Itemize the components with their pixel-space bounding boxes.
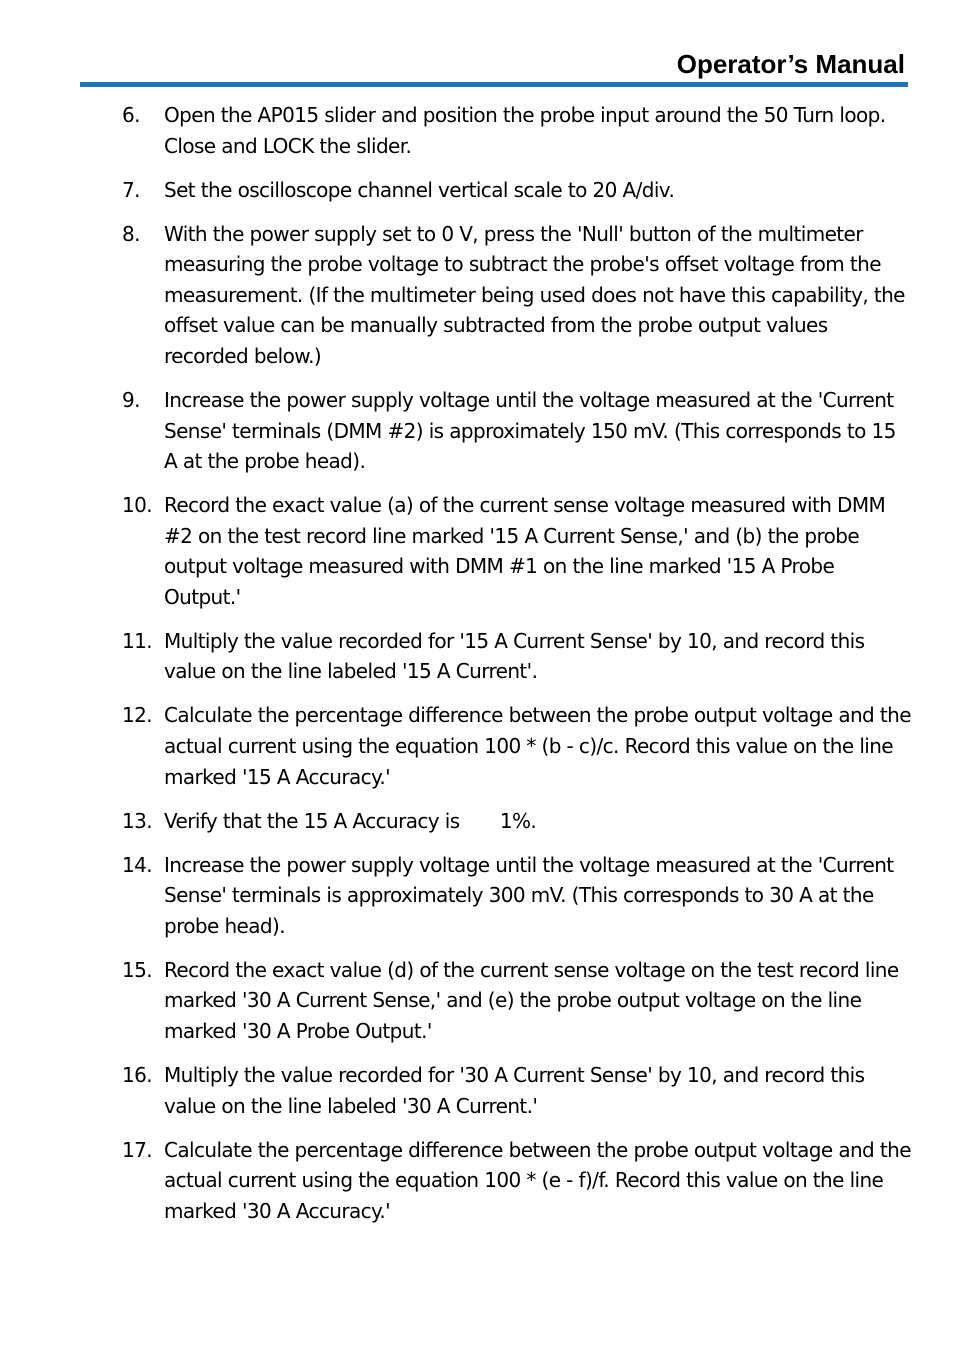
page-header — [80, 46, 908, 88]
step-number: 14. — [122, 852, 153, 877]
step-number: 11. — [122, 628, 153, 653]
step-text: Multiply the value recorded for '30 A Current Sense' by 10, and record this value on the line labeled '30 A Current.' — [164, 1062, 865, 1118]
step-number: 9. — [122, 387, 140, 412]
step-number: 15. — [122, 957, 153, 982]
procedure-step-6 — [122, 100, 912, 161]
step-number: 12. — [122, 703, 153, 728]
step-number: 13. — [122, 808, 153, 833]
procedure-step-12 — [122, 700, 912, 792]
step-number: 8. — [122, 221, 140, 246]
header-divider — [80, 82, 908, 87]
procedure-step-8 — [122, 219, 912, 372]
procedure-step-9 — [122, 385, 912, 477]
step-number: 10. — [122, 493, 153, 518]
procedure-step-13 — [122, 806, 912, 837]
step-text: Multiply the value recorded for '15 A Current Sense' by 10, and record this value on the line labeled '15 A Current'. — [164, 628, 865, 684]
procedure-step-15 — [122, 955, 912, 1047]
step-number: 6. — [122, 103, 140, 127]
step-text: Verify that the 15 A Accuracy is 1%. — [164, 808, 537, 833]
step-text: Increase the power supply voltage until the voltage measured at the 'Current Sense' terminals is approximately 300 mV. (This corresponds to 30 A at the probe head). — [164, 852, 894, 938]
procedure-step-10 — [122, 490, 912, 612]
procedure-step-17 — [122, 1135, 912, 1227]
step-text: Record the exact value (a) of the current sense voltage measured with DMM #2 on the test record line marked '15 A Current Sense,' and (b) the probe output voltage measured with DMM #1 on the line marked '15 A Probe Output.' — [164, 493, 886, 609]
step-number: 17. — [122, 1137, 153, 1162]
step-number: 7. — [122, 177, 140, 202]
step-text: Open the AP015 slider and position the probe input around the 50 Turn loop. Close and LOCK the slider. — [164, 103, 886, 158]
step-text: Calculate the percentage difference between the probe output voltage and the actual current using the equation 100 * (e - f)/f. Record this value on the line marked '30 A Accuracy.' — [164, 1137, 911, 1223]
step-text: With the power supply set to 0 V, press the 'Null' button of the multimeter measuring the probe voltage to subtract the probe's offset voltage from the measurement. (If the multimeter being used does not have this capability, the offset value can be manually subtracted from the probe output values recorded below.) — [164, 221, 905, 368]
step-text: Record the exact value (d) of the current sense voltage on the test record line marked '30 A Current Sense,' and (e) the probe output voltage on the line marked '30 A Probe Output.' — [164, 957, 899, 1043]
procedure-step-16 — [122, 1060, 912, 1121]
procedure-step-7 — [122, 175, 912, 206]
step-number: 16. — [122, 1062, 153, 1087]
procedure-step-11 — [122, 626, 912, 687]
procedure-step-14 — [122, 850, 912, 942]
step-text: Set the oscilloscope channel vertical scale to 20 A/div. — [164, 177, 675, 202]
step-text: Calculate the percentage difference between the probe output voltage and the actual current using the equation 100 * (b - c)/c. Record this value on the line marked '15 A Accuracy.' — [164, 703, 911, 789]
procedure-steps — [122, 100, 912, 1240]
manual-title: Operator’s Manual — [676, 49, 905, 79]
step-text: Increase the power supply voltage until the voltage measured at the 'Current Sense' terminals (DMM #2) is approximately 150 mV. (This corresponds to 15 A at the probe head). — [164, 387, 896, 474]
